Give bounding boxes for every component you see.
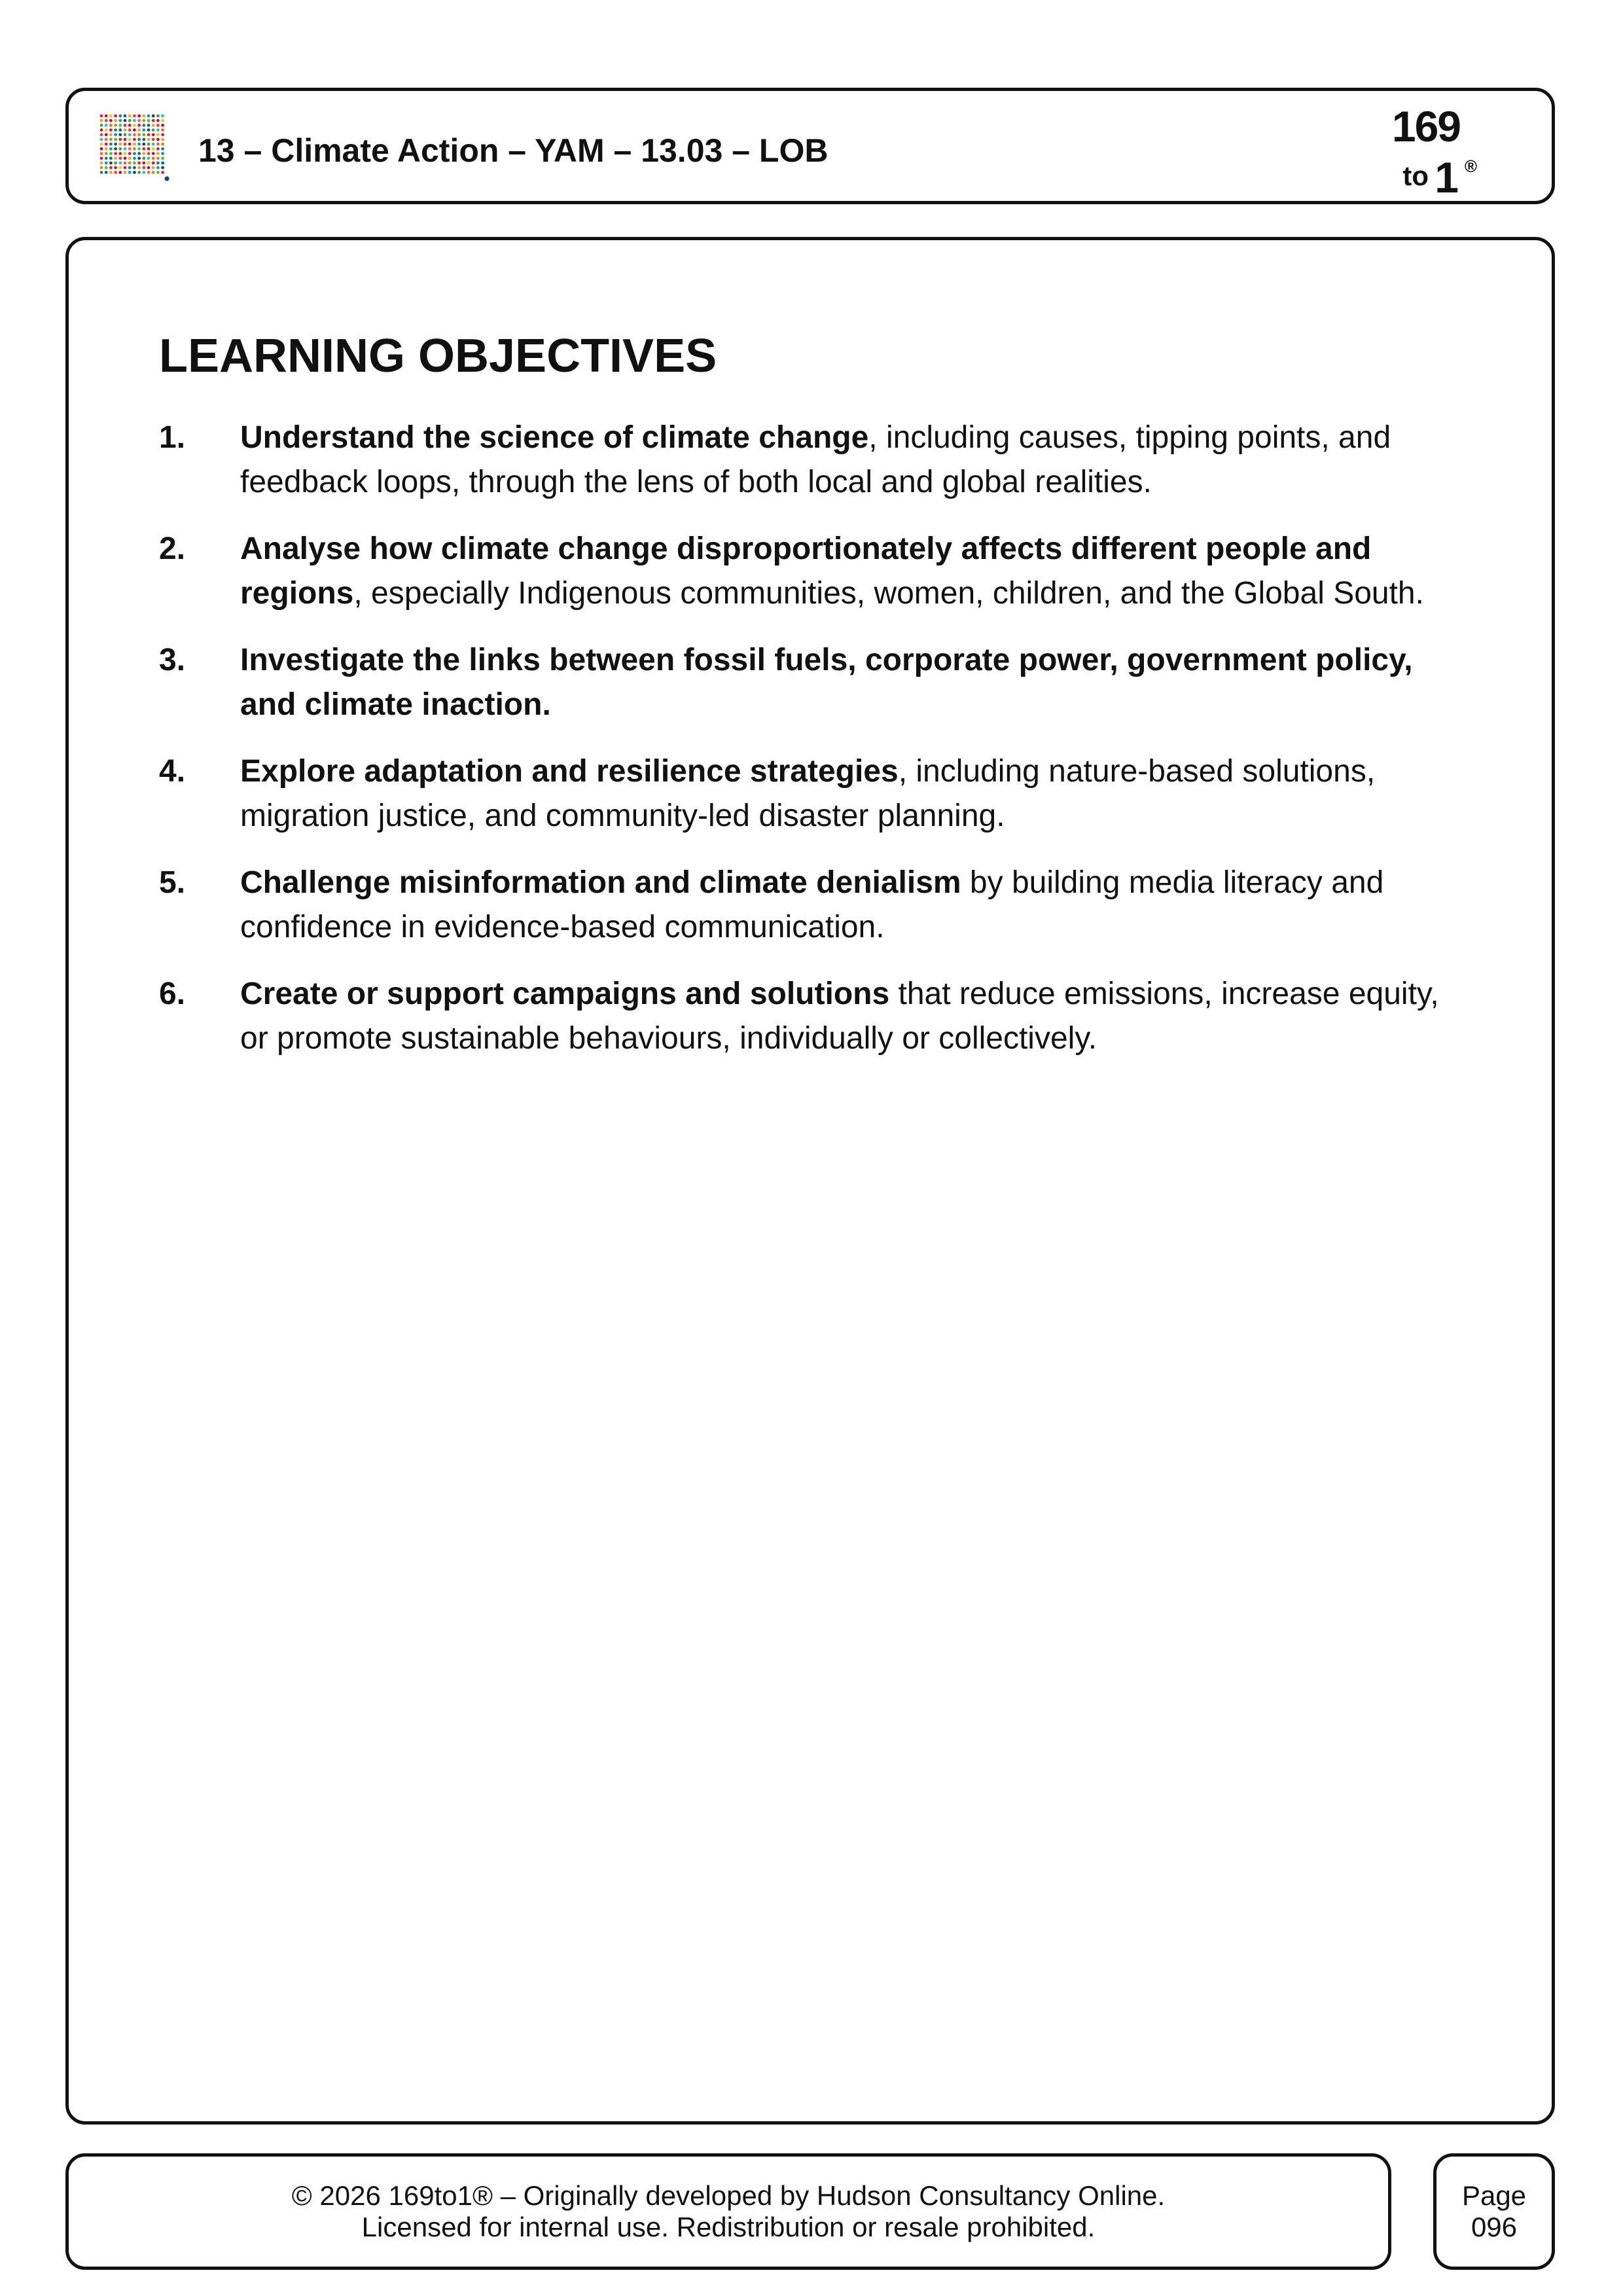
objective-number: 1. [159, 420, 186, 455]
logo-dot [133, 152, 136, 155]
logo-dot [109, 156, 113, 160]
logo-dot [142, 143, 145, 146]
logo-dot [142, 147, 145, 151]
logo-dot [124, 143, 127, 146]
logo-dot [133, 143, 136, 146]
logo-dot [152, 119, 155, 122]
logo-dot [142, 133, 145, 136]
brand-registered-mark: ® [1464, 156, 1477, 176]
logo-dot [137, 147, 141, 151]
logo-dot [133, 162, 136, 165]
logo-dot [142, 152, 145, 155]
logo-dot [118, 133, 122, 136]
objective-lead: Create or support campaigns and solutions [240, 977, 890, 1011]
logo-dot [114, 171, 117, 174]
logo-dot [137, 119, 141, 122]
logo-dot [156, 147, 160, 151]
objective-number: 2. [159, 531, 186, 566]
logo-dot [142, 128, 145, 132]
objective-lead: Challenge misinformation and climate denialism [240, 865, 961, 900]
logo-dot [114, 115, 117, 118]
logo-dot [161, 138, 164, 141]
logo-dot [156, 143, 160, 146]
logo-dot [161, 147, 164, 151]
page-label: Page [1461, 2180, 1527, 2211]
logo-dot [147, 128, 151, 132]
content-panel [65, 237, 1555, 2125]
logo-dot [133, 133, 136, 136]
logo-dot [124, 166, 127, 170]
logo-dot [124, 156, 127, 160]
logo-dot [152, 147, 155, 151]
logo-dot [161, 115, 164, 118]
objective-item [159, 972, 1468, 1061]
logo-dot [124, 133, 127, 136]
objective-text: , including nature-based solutions, migration justice, and community-led disaster planning. [240, 754, 1376, 833]
logo-dot [114, 152, 117, 155]
page-header [65, 88, 1555, 204]
logo-dot [128, 147, 132, 151]
logo-dot [128, 119, 132, 122]
logo-dot [156, 138, 160, 141]
logo-dot [161, 124, 164, 127]
logo-dot [156, 156, 160, 160]
logo-dot [142, 124, 145, 127]
brand-1: 1 [1435, 153, 1459, 202]
logo-dot [100, 124, 103, 127]
logo-dot [109, 147, 113, 151]
logo-dot [161, 152, 164, 155]
logo-dot [100, 147, 103, 151]
objective-item [159, 749, 1468, 838]
objective-text: that reduce emissions, increase equity, or promote sustainable behaviours, individually or collectively. [240, 977, 1439, 1056]
logo-dot [142, 119, 145, 122]
objective-lead: Analyse how climate change disproportionately affects different people and regions [240, 531, 1372, 611]
logo-dot [133, 138, 136, 141]
header-title: 13 – Climate Action – YAM – 13.03 – LOB [198, 132, 829, 169]
logo-dot [124, 124, 127, 127]
logo-dot [161, 128, 164, 132]
logo-dot [156, 124, 160, 127]
logo-dot [100, 143, 103, 146]
logo-dot [142, 162, 145, 165]
logo-dot [109, 171, 113, 174]
logo-dot [100, 156, 103, 160]
logo-dot [152, 124, 155, 127]
logo-dot [109, 162, 113, 165]
objective-text: , including causes, tipping points, and feedback loops, through the lens of both local and global realities. [240, 420, 1391, 499]
objective-number: 3. [159, 643, 186, 677]
logo-dot [133, 156, 136, 160]
logo-dot [142, 115, 145, 118]
logo-dot [152, 152, 155, 155]
logo-dot [118, 143, 122, 146]
logo-dot [100, 152, 103, 155]
logo-dot [109, 124, 113, 127]
logo-dot [114, 166, 117, 170]
logo-dot [156, 133, 160, 136]
logo-dot [124, 119, 127, 122]
objective-number: 6. [159, 977, 186, 1011]
logo-dot [118, 124, 122, 127]
logo-dot [161, 156, 164, 160]
logo-dot [118, 171, 122, 174]
logo-dot [142, 156, 145, 160]
logo-dot [114, 147, 117, 151]
logo-dot [128, 156, 132, 160]
objective-lead: Investigate the links between fossil fuels, corporate power, government policy, and climate inaction. [240, 643, 1413, 722]
logo-dot [105, 138, 108, 141]
logo-dot [128, 133, 132, 136]
copyright-line: © 2026 169to1® – Originally developed by Hudson Consultancy Online. [291, 2180, 1166, 2211]
logo-dot [105, 143, 108, 146]
objective-text: by building media literacy and confidence in evidence-based communication. [240, 865, 1384, 944]
logo-dot [128, 124, 132, 127]
logo-dot [100, 133, 103, 136]
logo-dot [105, 166, 108, 170]
logo-dot [133, 128, 136, 132]
logo-dot [114, 119, 117, 122]
logo-accent-dot [164, 176, 169, 181]
logo-dot [118, 166, 122, 170]
logo-dot [137, 152, 141, 155]
logo-dot [109, 166, 113, 170]
logo-dot [161, 166, 164, 170]
logo-dot [124, 147, 127, 151]
logo-dot [137, 143, 141, 146]
logo-dot [152, 115, 155, 118]
logo-dot [114, 124, 117, 127]
logo-dot [114, 143, 117, 146]
logo-dot [156, 171, 160, 174]
logo-dot [118, 115, 122, 118]
objective-number: 5. [159, 865, 186, 900]
logo-dot [118, 147, 122, 151]
logo-dot [137, 128, 141, 132]
logo-dot [133, 166, 136, 170]
logo-dot [133, 147, 136, 151]
logo-dot [128, 162, 132, 165]
logo-dot [109, 143, 113, 146]
logo-dot [109, 133, 113, 136]
logo-dot [147, 162, 151, 165]
logo-dot [147, 171, 151, 174]
brand-169: 169 [1391, 102, 1460, 151]
sdg-color-dot-grid-icon [99, 113, 169, 181]
logo-dot [100, 128, 103, 132]
logo-dot [161, 143, 164, 146]
objective-lead: Explore adaptation and resilience strategies [240, 754, 899, 789]
logo-dot [124, 138, 127, 141]
logo-dot [161, 171, 164, 174]
logo-dot [152, 143, 155, 146]
logo-dot [105, 119, 108, 122]
logo-dot [118, 162, 122, 165]
logo-dot [156, 166, 160, 170]
logo-dot [161, 119, 164, 122]
objective-item [159, 861, 1468, 950]
logo-dot [109, 152, 113, 155]
logo-dot [105, 133, 108, 136]
logo-dot [156, 128, 160, 132]
logo-dot [105, 152, 108, 155]
logo-dot [147, 138, 151, 141]
logo-dot [156, 162, 160, 165]
logo-dot [147, 133, 151, 136]
logo-dot [142, 171, 145, 174]
logo-dot [109, 115, 113, 118]
logo-dot [118, 156, 122, 160]
logo-dot [147, 166, 151, 170]
logo-dot [152, 128, 155, 132]
logo-dot [105, 128, 108, 132]
logo-dot [156, 119, 160, 122]
page-number: 096 [1471, 2212, 1518, 2242]
logo-dot [100, 119, 103, 122]
logo-dot [133, 171, 136, 174]
logo-dot [147, 124, 151, 127]
logo-dot [133, 124, 136, 127]
logo-dot [118, 119, 122, 122]
brand-to: to [1402, 160, 1429, 191]
logo-dot [152, 166, 155, 170]
logo-dot [128, 115, 132, 118]
logo-dot [105, 156, 108, 160]
logo-dot [114, 156, 117, 160]
logo-dot [128, 171, 132, 174]
logo-dot [114, 133, 117, 136]
logo-dot [118, 152, 122, 155]
logo-dot [128, 138, 132, 141]
logo-dot [152, 162, 155, 165]
logo-dot [142, 138, 145, 141]
logo-dot [128, 166, 132, 170]
logo-dot [137, 115, 141, 118]
logo-dot [156, 115, 160, 118]
logo-dot [147, 115, 151, 118]
objective-text: , especially Indigenous communities, women, children, and the Global South. [353, 576, 1424, 611]
logo-dot [147, 147, 151, 151]
logo-dot [147, 156, 151, 160]
logo-dot [137, 171, 141, 174]
logo-dot [137, 156, 141, 160]
logo-dot [152, 171, 155, 174]
logo-dot [109, 128, 113, 132]
logo-dot [147, 119, 151, 122]
logo-dot [118, 138, 122, 141]
logo-dot [128, 143, 132, 146]
logo-dot [100, 138, 103, 141]
logo-dot [109, 119, 113, 122]
logo-dot [137, 133, 141, 136]
logo-dot [100, 166, 103, 170]
logo-dot [124, 128, 127, 132]
objective-item [159, 416, 1468, 505]
objective-number: 4. [159, 754, 186, 789]
objective-item [159, 527, 1468, 616]
logo-dot [114, 128, 117, 132]
logo-dot [105, 115, 108, 118]
logo-dot [128, 152, 132, 155]
objective-lead: Understand the science of climate change [240, 420, 869, 455]
logo-dot [124, 152, 127, 155]
logo-dot [105, 171, 108, 174]
logo-dot [152, 138, 155, 141]
logo-dot [124, 171, 127, 174]
logo-dot [137, 162, 141, 165]
objective-item [159, 638, 1468, 727]
logo-dot [133, 119, 136, 122]
section-title: LEARNING OBJECTIVES [159, 330, 717, 382]
logo-dot [114, 138, 117, 141]
objectives-list [159, 416, 1468, 1083]
logo-dot [100, 171, 103, 174]
logo-dot [142, 166, 145, 170]
logo-dot [105, 162, 108, 165]
logo-dot [137, 166, 141, 170]
logo-dot [114, 162, 117, 165]
logo-dot [128, 128, 132, 132]
logo-dot [147, 143, 151, 146]
logo-dot [105, 124, 108, 127]
logo-dot [124, 115, 127, 118]
logo-dot [161, 133, 164, 136]
logo-dot [100, 162, 103, 165]
logo-dot [124, 162, 127, 165]
logo-dot [161, 162, 164, 165]
logo-dot [109, 138, 113, 141]
logo-dot [137, 124, 141, 127]
page-number-box [1433, 2153, 1555, 2270]
logo-dot [152, 156, 155, 160]
logo-dot [152, 133, 155, 136]
brand-logo [1368, 98, 1477, 202]
logo-dot [133, 115, 136, 118]
logo-dot [137, 138, 141, 141]
footer-copyright [65, 2153, 1391, 2270]
logo-dot [156, 152, 160, 155]
logo-dot [147, 152, 151, 155]
logo-dot [118, 128, 122, 132]
logo-dot [100, 115, 103, 118]
license-line: Licensed for internal use. Redistribution or resale prohibited. [361, 2212, 1096, 2242]
logo-dot [105, 147, 108, 151]
